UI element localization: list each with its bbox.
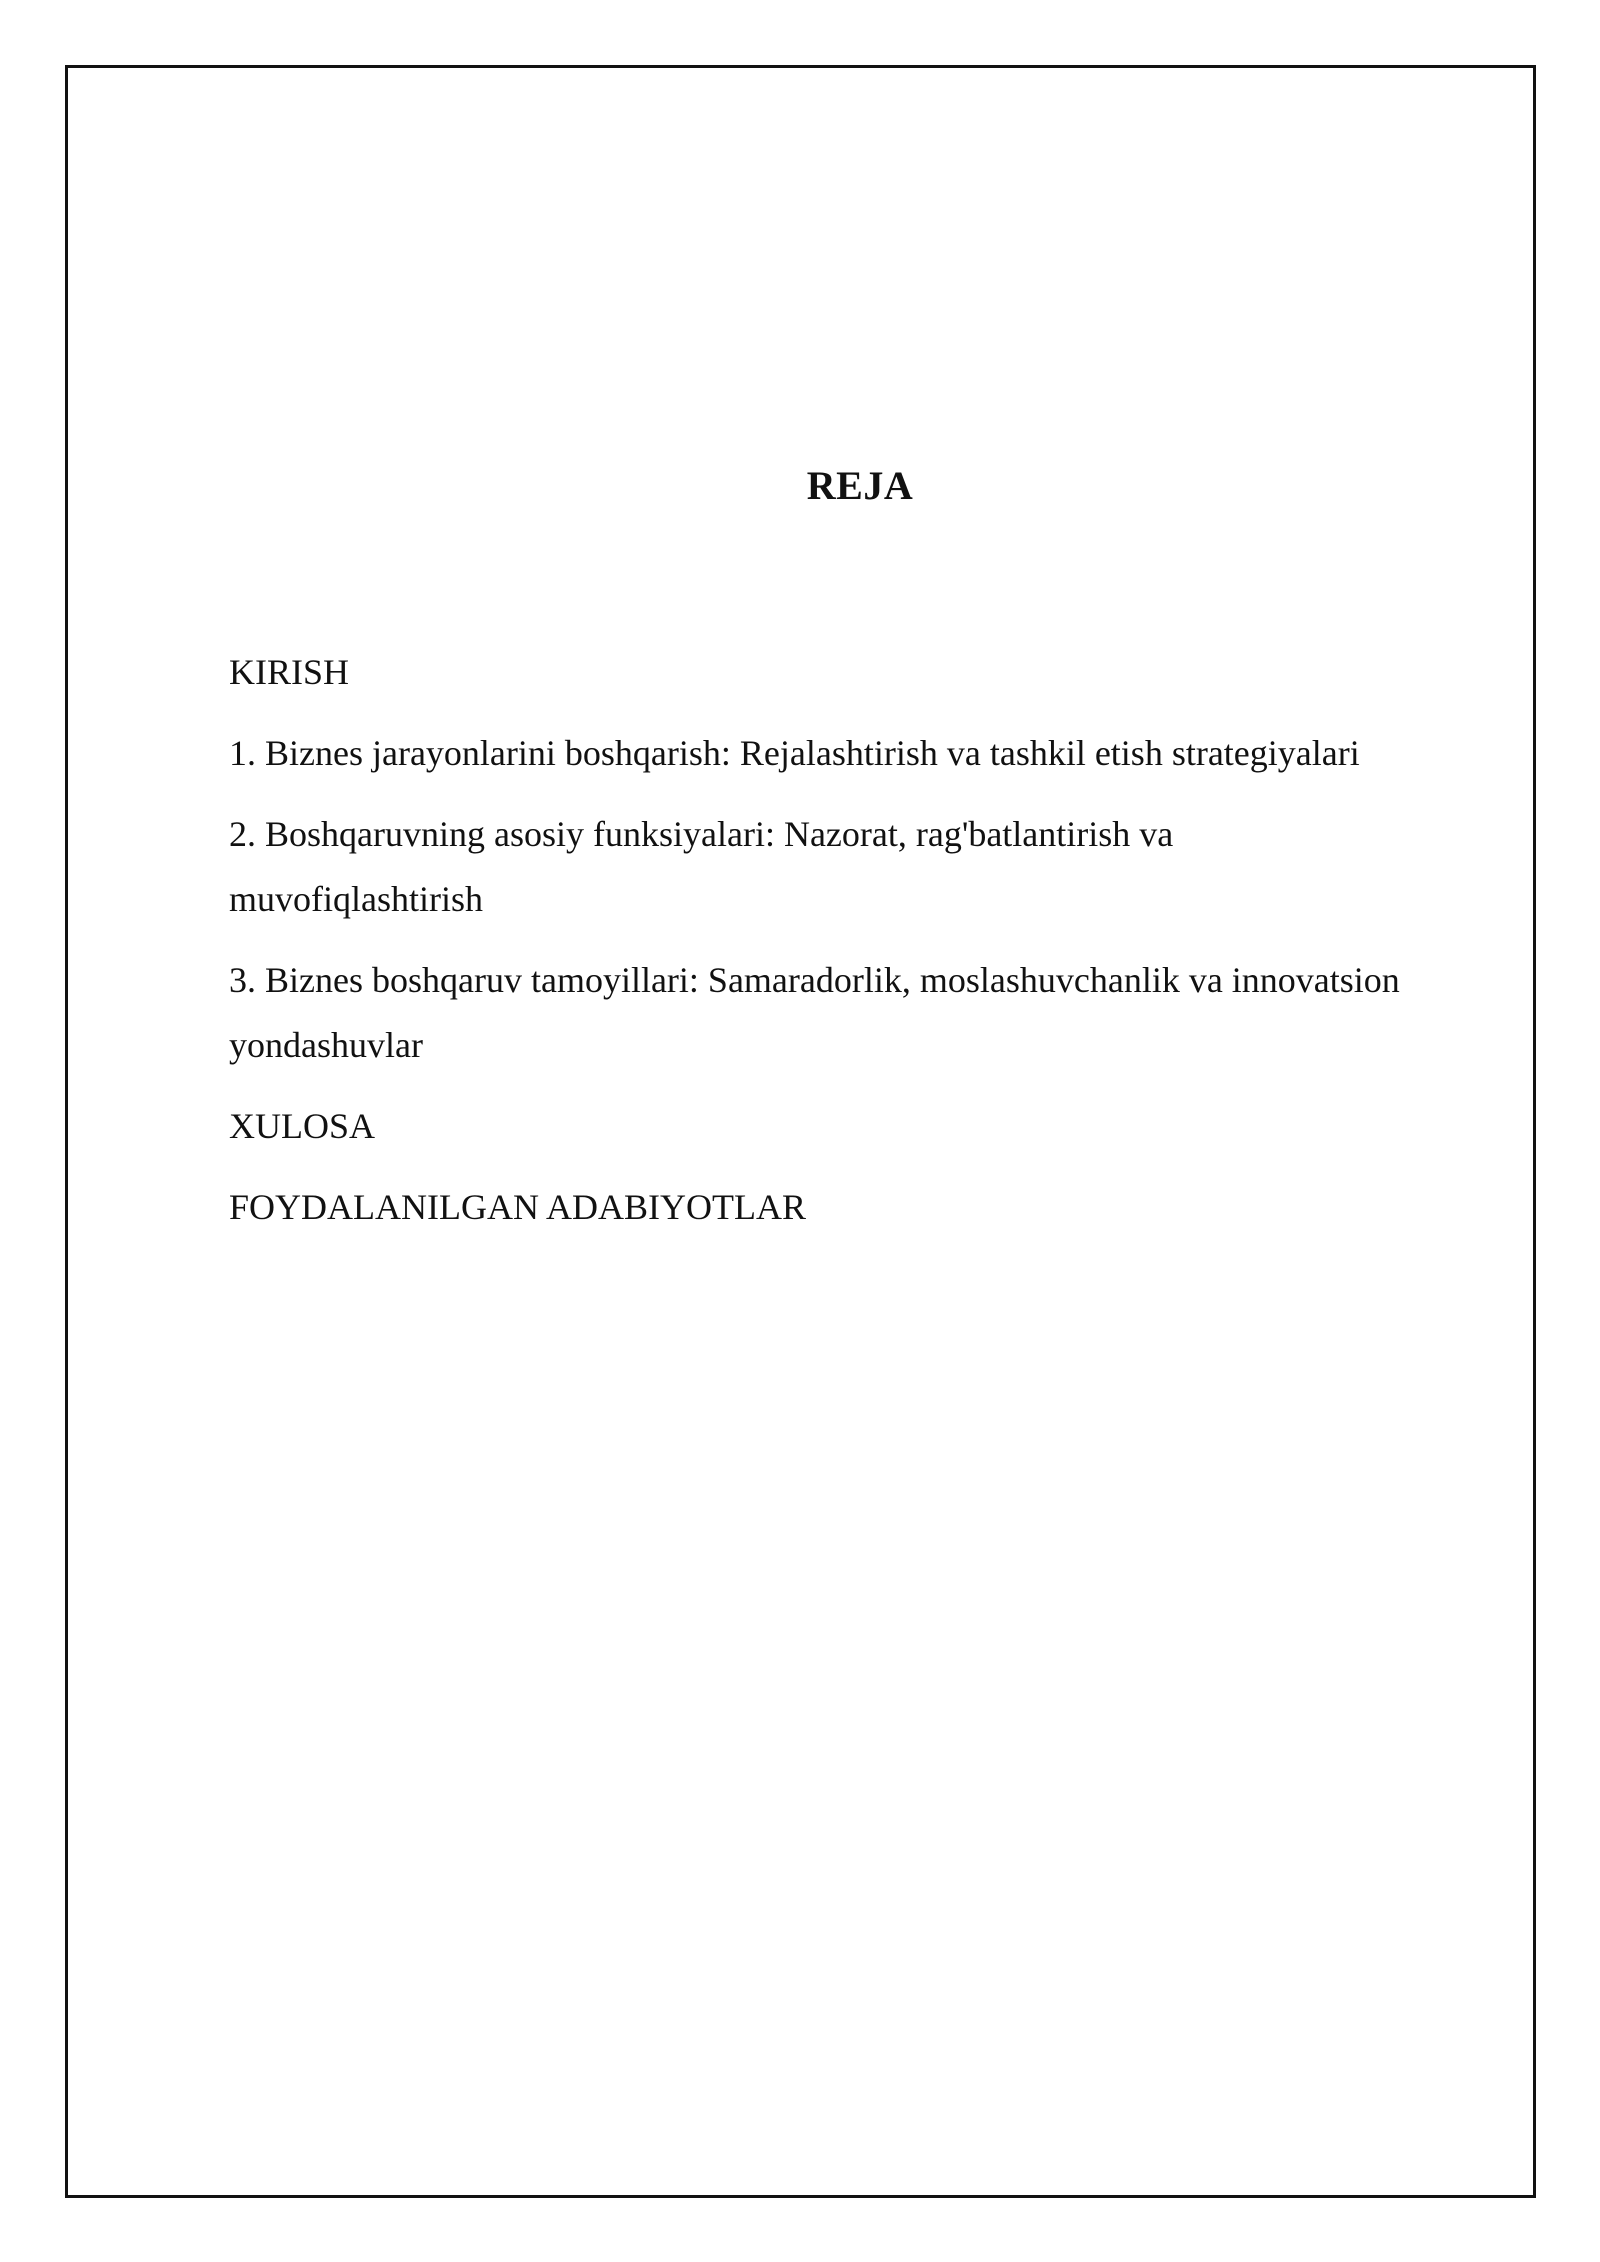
- plan-item-references: FOYDALANILGAN ADABIYOTLAR: [229, 1187, 806, 1227]
- plan-item-introduction: KIRISH: [229, 652, 350, 692]
- plan-list: [229, 640, 1479, 1256]
- plan-item-section-3: 3. Biznes boshqaruv tamoyillari: Samaradorlik, moslashuvchanlik va innovatsion yondashuvlar: [229, 960, 1400, 1065]
- page-title: REJA: [806, 463, 914, 508]
- plan-item-section-1: 1. Biznes jarayonlarini boshqarish: Rejalashtirish va tashkil etish strategiyalari: [229, 733, 1360, 773]
- plan-item-section-2: 2. Boshqaruvning asosiy funksiyalari: Nazorat, rag'batlantirish va muvofiqlashtirish: [229, 814, 1174, 919]
- plan-item-conclusion: XULOSA: [229, 1106, 376, 1146]
